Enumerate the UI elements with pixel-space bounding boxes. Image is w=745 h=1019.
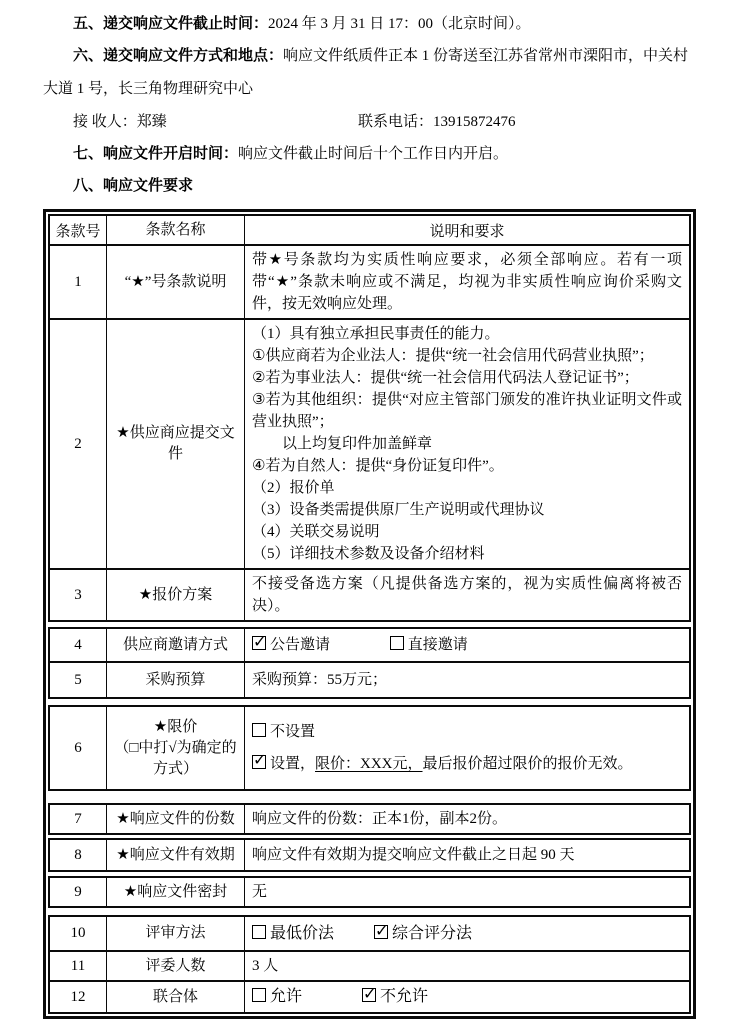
clause-name: 评审方法 [106,917,244,950]
table-row [50,840,689,870]
desc-line: （4）关联交易说明 [252,524,380,540]
paragraph-opening-text: 响应文件截止时间后十个工作日内开启。 [238,146,509,162]
clause-name: ★供应商应提交文件 [106,320,244,568]
clause-name: ★响应文件有效期 [106,840,244,870]
table-header-row [50,216,689,244]
desc-line: ②若为事业法人：提供“统一社会信用代码法人登记证书”； [252,370,639,386]
header-clause-no: 条款号 [55,223,101,240]
option [374,925,472,942]
clause-desc [244,629,689,661]
table-section-6 [48,876,691,908]
desc-line: ①供应商若为企业法人：提供“统一社会信用代码营业执照”； [252,348,654,364]
clause-name [106,707,244,789]
option [252,637,330,653]
option-underlined-text: 限价：XXX元， [315,756,423,772]
desc-text: 采购预算：55万元； [252,672,388,688]
paragraph-opening [43,138,700,170]
option-group [252,923,682,945]
clause-no: 9 [74,883,82,900]
desc-text: 不接受备选方案（凡提供备选方案的，视为实质性偏离将被否决）。 [252,576,682,614]
clause-name: 采购预算 [106,663,244,697]
option [252,722,682,742]
clause-desc [244,707,689,789]
clause-no: 3 [74,586,82,603]
option-label: 最低价法 [270,924,335,942]
checkbox-unchecked-icon [252,723,266,737]
clause-name: “★”号条款说明 [106,246,244,318]
clause-name: 评委人数 [106,952,244,980]
phone-label: 联系电话： [358,114,434,130]
option-pre-text: 设置， [270,756,316,772]
table-section-1 [48,214,691,622]
paragraph-deadline-label: 五、递交响应文件截止时间： [73,16,269,32]
option-label: 公告邀请 [270,637,331,653]
checkbox-checked-icon [374,925,388,939]
clause-desc [244,246,689,318]
recipient-name: 郑臻 [136,114,167,130]
option [252,754,682,774]
checkbox-checked-icon [252,755,266,769]
table-section-4 [48,803,691,835]
requirements-title-label: 八、响应文件要求 [73,178,194,194]
clause-no: 8 [74,846,82,863]
desc-line: ④若为自然人：提供“身份证复印件”。 [252,458,504,474]
option [390,637,468,653]
table-row [50,980,689,1012]
desc-line: ③若为其他组织：提供“对应主管部门颁发的准许执业证明文件或营业执照”； [252,392,682,430]
paragraph-deadline [43,8,700,40]
paragraph-contact [43,106,700,138]
desc-line: 以上均复印件加盖鲜章 [282,436,433,452]
table-section-3 [48,705,691,791]
paragraph-delivery-text: 响应文件纸质件正本 1 份寄送至江苏省常州市溧阳市，中关村大道 1 号，长三角物理研究中心 [43,48,689,97]
clause-no: 4 [74,636,82,653]
option-label: 允许 [270,988,303,1005]
table-row [50,917,689,950]
table-row [50,707,689,789]
checkbox-unchecked-icon [252,925,266,939]
clause-no: 11 [70,957,86,974]
clause-desc [244,320,689,568]
option-label: 不设置 [270,724,316,740]
table-row [50,878,689,906]
clause-desc [244,805,689,833]
desc-line: （2）报价单 [252,480,335,496]
clause-no: 1 [74,273,82,290]
clause-name-line: （□中打√为确定的方式） [114,739,237,777]
clause-name-line: ★限价 [153,718,198,735]
clause-no: 6 [74,739,82,756]
desc-text: 带★号条款均为实质性响应要求，必须全部响应。若有一项带“★”条款未响应或不满足，均视为非实质性响应询价采购文件，按无效响应处理。 [252,252,682,312]
option-group [252,634,682,656]
desc-text: 无 [252,884,268,900]
clause-desc [244,917,689,950]
paragraph-deadline-text: 2024 年 3 月 31 日 17：00（北京时间）。 [268,16,531,32]
checkbox-checked-icon [362,988,376,1002]
paragraph-delivery-label: 六、递交响应文件方式和地点： [73,48,284,64]
checkbox-unchecked-icon [390,636,404,650]
clause-no: 12 [70,988,86,1005]
clause-desc [244,570,689,620]
paragraph-requirements-title [43,170,700,202]
clause-no: 2 [74,435,82,452]
option-label: 不允许 [380,988,429,1005]
table-section-2 [48,627,691,699]
recipient-label: 接 收人： [73,114,137,130]
desc-text: 3 人 [252,958,279,974]
table-row [50,318,689,568]
option-post-text: 最后报价超过限价的报价无效。 [422,756,633,772]
option [362,988,428,1005]
clause-desc [244,982,689,1012]
desc-line: （5）详细技术参数及设备介绍材料 [252,546,485,562]
desc-text: 响应文件的份数：正本1份，副本2份。 [252,811,508,827]
clause-name: ★响应文件的份数 [106,805,244,833]
desc-text: 响应文件有效期为提交响应文件截止之日起 90 天 [252,847,575,863]
option [252,988,302,1005]
clause-desc [244,952,689,980]
table-row [50,805,689,833]
header-clause-desc: 说明和要求 [244,216,689,244]
clause-no: 10 [70,925,86,941]
paragraph-opening-label: 七、响应文件开启时间： [73,146,239,162]
table-section-5 [48,838,691,872]
option-label: 综合评分法 [392,924,473,942]
clause-desc [244,840,689,870]
clause-desc [244,663,689,697]
option [252,925,334,942]
option-group [252,986,682,1008]
paragraph-delivery [43,40,700,106]
clause-no: 7 [74,810,82,827]
requirements-table [43,209,696,1019]
table-row [50,629,689,661]
clause-name: ★报价方案 [106,570,244,620]
clause-desc [244,878,689,906]
phone-line [328,106,516,138]
table-section-7 [48,915,691,1014]
table-row [50,244,689,318]
phone-number: 13915872476 [433,114,516,130]
desc-line: （3）设备类需提供原厂生产说明或代理协议 [252,502,545,518]
table-row [50,661,689,697]
desc-line: （1）具有独立承担民事责任的能力。 [252,326,500,342]
clause-name: ★响应文件密封 [106,878,244,906]
table-row [50,950,689,980]
table-row [50,568,689,620]
checkbox-checked-icon [252,636,266,650]
clause-name: 供应商邀请方式 [106,629,244,661]
clause-no: 5 [74,671,82,688]
header-clause-name: 条款名称 [106,216,244,244]
checkbox-unchecked-icon [252,988,266,1002]
clause-name: 联合体 [106,982,244,1012]
option-label: 直接邀请 [407,637,468,653]
